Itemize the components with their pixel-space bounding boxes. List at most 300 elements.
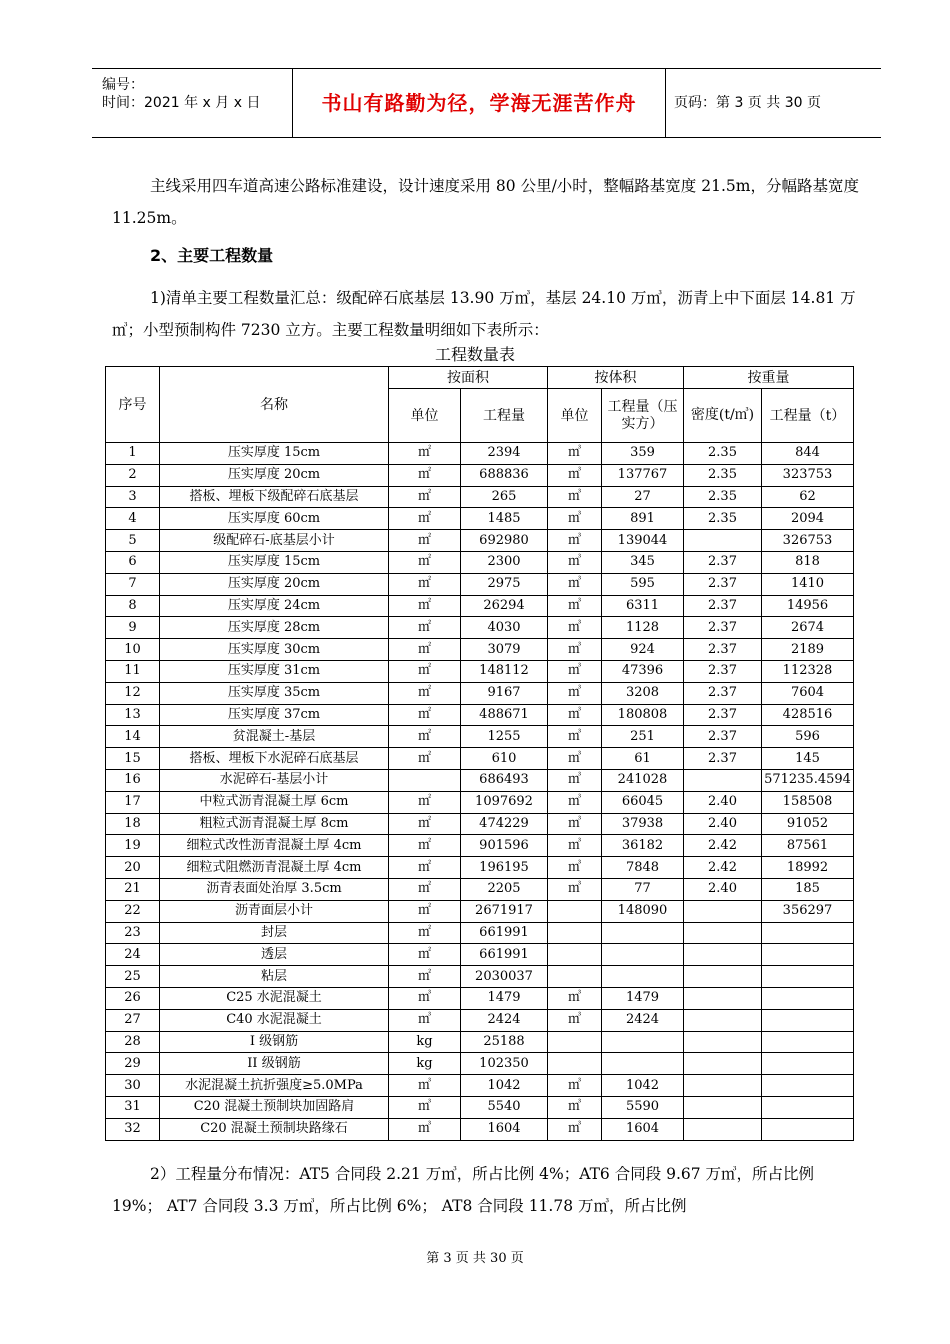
cell-name: 贫混凝土-基层: [160, 726, 389, 748]
cell-area-quantity: 901596: [461, 835, 548, 857]
table-row: [106, 922, 854, 944]
table-row: [106, 769, 854, 791]
cell-seq: 5: [106, 530, 160, 552]
cell-weight-quantity: 571235.4594: [762, 769, 854, 791]
cell-area-quantity: 2394: [461, 443, 548, 465]
cell-weight-quantity: [762, 1031, 854, 1053]
cell-seq: 19: [106, 835, 160, 857]
cell-seq: 6: [106, 551, 160, 573]
cell-seq: 10: [106, 639, 160, 661]
cell-volume-quantity: 6311: [602, 595, 684, 617]
cell-volume-unit: [548, 944, 602, 966]
table-row: [106, 1031, 854, 1053]
cell-seq: 20: [106, 857, 160, 879]
cell-seq: 14: [106, 726, 160, 748]
cell-seq: 12: [106, 682, 160, 704]
cell-volume-unit: ㎥: [548, 726, 602, 748]
table-row: [106, 639, 854, 661]
table-row: [106, 464, 854, 486]
cell-volume-quantity: [602, 1031, 684, 1053]
quantity-table: [105, 366, 854, 1141]
table-row: [106, 573, 854, 595]
cell-area-quantity: 2300: [461, 551, 548, 573]
cell-area-quantity: 1042: [461, 1075, 548, 1097]
cell-area-unit: ㎡: [389, 704, 461, 726]
cell-density: 2.35: [684, 443, 762, 465]
cell-density: [684, 1075, 762, 1097]
cell-weight-quantity: 185: [762, 878, 854, 900]
cell-volume-quantity: 139044: [602, 530, 684, 552]
cell-density: 2.40: [684, 878, 762, 900]
header-page-number: 页码：第 3 页 共 30 页: [674, 95, 821, 111]
cell-seq: 7: [106, 573, 160, 595]
table-row: [106, 1009, 854, 1031]
cell-area-unit: ㎡: [389, 922, 461, 944]
table-row: [106, 1096, 854, 1118]
cell-weight-quantity: [762, 1053, 854, 1075]
section-heading: 2、主要工程数量: [150, 246, 274, 265]
cell-density: [684, 1053, 762, 1075]
cell-name: 水泥碎石-基层小计: [160, 769, 389, 791]
cell-volume-unit: ㎥: [548, 486, 602, 508]
cell-name: 细粒式阻燃沥青混凝土厚 4cm: [160, 857, 389, 879]
cell-area-unit: ㎥: [389, 1009, 461, 1031]
cell-density: 2.37: [684, 639, 762, 661]
cell-weight-quantity: 2189: [762, 639, 854, 661]
cell-seq: 28: [106, 1031, 160, 1053]
cell-area-quantity: 2975: [461, 573, 548, 595]
cell-weight-quantity: [762, 966, 854, 988]
cell-weight-quantity: 844: [762, 443, 854, 465]
cell-density: 2.37: [684, 748, 762, 770]
cell-density: 2.37: [684, 704, 762, 726]
cell-name: 粘层: [160, 966, 389, 988]
cell-area-unit: ㎡: [389, 595, 461, 617]
table-row: [106, 486, 854, 508]
table-row: [106, 944, 854, 966]
table-row: [106, 682, 854, 704]
cell-name: 中粒式沥青混凝土厚 6cm: [160, 791, 389, 813]
cell-volume-unit: ㎥: [548, 508, 602, 530]
cell-area-quantity: 5540: [461, 1096, 548, 1118]
cell-area-unit: ㎡: [389, 617, 461, 639]
cell-density: 2.42: [684, 835, 762, 857]
cell-name: 封层: [160, 922, 389, 944]
table-caption: 工程数量表: [434, 345, 515, 364]
cell-weight-quantity: 145: [762, 748, 854, 770]
cell-name: 压实厚度 30cm: [160, 639, 389, 661]
cell-weight-quantity: 818: [762, 551, 854, 573]
cell-area-unit: ㎡: [389, 530, 461, 552]
cell-name: 沥青表面处治厚 3.5cm: [160, 878, 389, 900]
cell-weight-quantity: 87561: [762, 835, 854, 857]
cell-density: 2.35: [684, 486, 762, 508]
cell-area-unit: ㎡: [389, 573, 461, 595]
cell-weight-quantity: 326753: [762, 530, 854, 552]
header-volume-quantity: 工程量（压实方）: [602, 389, 684, 443]
cell-volume-quantity: 66045: [602, 791, 684, 813]
cell-weight-quantity: 2094: [762, 508, 854, 530]
cell-density: 2.37: [684, 660, 762, 682]
cell-volume-unit: ㎥: [548, 617, 602, 639]
cell-density: [684, 1031, 762, 1053]
table-row: [106, 1118, 854, 1140]
cell-weight-quantity: 62: [762, 486, 854, 508]
cell-area-unit: ㎡: [389, 748, 461, 770]
cell-seq: 24: [106, 944, 160, 966]
cell-seq: 25: [106, 966, 160, 988]
cell-name: C20 混凝土预制块路缘石: [160, 1118, 389, 1140]
cell-density: [684, 769, 762, 791]
cell-volume-unit: ㎥: [548, 1118, 602, 1140]
cell-weight-quantity: [762, 987, 854, 1009]
cell-volume-quantity: 148090: [602, 900, 684, 922]
table-header: [106, 367, 854, 443]
cell-area-quantity: 2205: [461, 878, 548, 900]
cell-weight-quantity: 112328: [762, 660, 854, 682]
cell-name: II 级钢筋: [160, 1053, 389, 1075]
cell-area-unit: ㎡: [389, 878, 461, 900]
cell-weight-quantity: 14956: [762, 595, 854, 617]
cell-name: 水泥混凝土抗折强度≥5.0MPa: [160, 1075, 389, 1097]
cell-area-unit: ㎡: [389, 551, 461, 573]
cell-name: 搭板、埋板下级配碎石底基层: [160, 486, 389, 508]
cell-volume-quantity: 1128: [602, 617, 684, 639]
cell-seq: 11: [106, 660, 160, 682]
cell-volume-quantity: 180808: [602, 704, 684, 726]
cell-weight-quantity: 2674: [762, 617, 854, 639]
cell-area-quantity: 2424: [461, 1009, 548, 1031]
cell-density: 2.37: [684, 617, 762, 639]
cell-density: [684, 1009, 762, 1031]
paragraph-distribution: 2）工程量分布情况：AT5 合同段 2.21 万㎥，所占比例 4%；AT6 合同段 9.67 万㎥，所占比例 19%； AT7 合同段 3.3 万㎥，所占比例 6%； AT8 合同段 11.78 万㎥，所占比例: [112, 1165, 815, 1215]
cell-seq: 4: [106, 508, 160, 530]
cell-density: [684, 1118, 762, 1140]
cell-volume-quantity: 359: [602, 443, 684, 465]
cell-volume-unit: ㎥: [548, 769, 602, 791]
cell-area-unit: ㎡: [389, 944, 461, 966]
cell-volume-unit: ㎥: [548, 595, 602, 617]
header-density: 密度(t/㎥): [684, 389, 762, 443]
cell-name: 压实厚度 31cm: [160, 660, 389, 682]
header-by-weight: 按重量: [684, 367, 854, 389]
cell-volume-quantity: 595: [602, 573, 684, 595]
cell-name: I 级钢筋: [160, 1031, 389, 1053]
cell-volume-quantity: 137767: [602, 464, 684, 486]
cell-area-unit: ㎡: [389, 486, 461, 508]
header-seq: 序号: [106, 367, 160, 443]
cell-area-unit: ㎥: [389, 987, 461, 1009]
cell-area-quantity: 1097692: [461, 791, 548, 813]
cell-weight-quantity: 323753: [762, 464, 854, 486]
cell-volume-unit: ㎥: [548, 660, 602, 682]
cell-area-unit: ㎡: [389, 900, 461, 922]
cell-weight-quantity: [762, 1096, 854, 1118]
document-date-label: 时间：2021 年 x 月 x 日: [102, 95, 261, 111]
cell-volume-unit: ㎥: [548, 987, 602, 1009]
cell-density: 2.37: [684, 551, 762, 573]
cell-area-unit: ㎥: [389, 1096, 461, 1118]
cell-name: C25 水泥混凝土: [160, 987, 389, 1009]
table-row: [106, 813, 854, 835]
cell-area-unit: ㎡: [389, 639, 461, 661]
cell-density: [684, 966, 762, 988]
cell-volume-unit: ㎥: [548, 878, 602, 900]
cell-seq: 17: [106, 791, 160, 813]
cell-volume-unit: ㎥: [548, 530, 602, 552]
cell-volume-unit: ㎥: [548, 704, 602, 726]
cell-seq: 9: [106, 617, 160, 639]
cell-name: 压实厚度 60cm: [160, 508, 389, 530]
cell-area-unit: ㎡: [389, 966, 461, 988]
cell-name: 沥青面层小计: [160, 900, 389, 922]
header-area-unit: 单位: [389, 389, 461, 443]
table-row: [106, 1075, 854, 1097]
header-by-area: 按面积: [389, 367, 548, 389]
cell-volume-quantity: 36182: [602, 835, 684, 857]
cell-volume-unit: [548, 1031, 602, 1053]
cell-volume-unit: [548, 900, 602, 922]
cell-area-quantity: 265: [461, 486, 548, 508]
document-number-label: 编号：: [102, 77, 144, 93]
cell-volume-unit: ㎥: [548, 835, 602, 857]
cell-seq: 27: [106, 1009, 160, 1031]
table-row: [106, 508, 854, 530]
header-volume-unit: 单位: [548, 389, 602, 443]
cell-density: 2.40: [684, 813, 762, 835]
cell-area-quantity: 196195: [461, 857, 548, 879]
header-motto: 书山有路勤为径，学海无涯苦作舟: [321, 91, 637, 115]
cell-area-quantity: 488671: [461, 704, 548, 726]
cell-area-quantity: 102350: [461, 1053, 548, 1075]
cell-name: 压实厚度 28cm: [160, 617, 389, 639]
table-row: [106, 791, 854, 813]
cell-seq: 32: [106, 1118, 160, 1140]
cell-volume-unit: ㎥: [548, 857, 602, 879]
cell-volume-quantity: 251: [602, 726, 684, 748]
cell-weight-quantity: 356297: [762, 900, 854, 922]
cell-density: [684, 944, 762, 966]
cell-seq: 29: [106, 1053, 160, 1075]
cell-volume-quantity: 241028: [602, 769, 684, 791]
cell-volume-quantity: 891: [602, 508, 684, 530]
cell-name: 压实厚度 20cm: [160, 464, 389, 486]
cell-name: C20 混凝土预制块加固路肩: [160, 1096, 389, 1118]
cell-volume-quantity: 37938: [602, 813, 684, 835]
cell-name: 压实厚度 24cm: [160, 595, 389, 617]
table-row: [106, 1053, 854, 1075]
cell-area-quantity: 3079: [461, 639, 548, 661]
cell-name: 压实厚度 15cm: [160, 443, 389, 465]
cell-area-quantity: 25188: [461, 1031, 548, 1053]
cell-weight-quantity: 7604: [762, 682, 854, 704]
cell-area-quantity: 474229: [461, 813, 548, 835]
header-area-quantity: 工程量: [461, 389, 548, 443]
cell-area-quantity: 4030: [461, 617, 548, 639]
cell-name: 压实厚度 15cm: [160, 551, 389, 573]
cell-density: 2.37: [684, 726, 762, 748]
cell-area-unit: ㎡: [389, 857, 461, 879]
cell-weight-quantity: [762, 1075, 854, 1097]
table-row: [106, 987, 854, 1009]
cell-volume-unit: ㎥: [548, 639, 602, 661]
cell-area-unit: ㎡: [389, 682, 461, 704]
cell-density: [684, 1096, 762, 1118]
cell-name: 压实厚度 20cm: [160, 573, 389, 595]
cell-volume-quantity: 61: [602, 748, 684, 770]
table-row: [106, 857, 854, 879]
cell-name: 细粒式改性沥青混凝土厚 4cm: [160, 835, 389, 857]
cell-area-unit: kg: [389, 1031, 461, 1053]
cell-seq: 26: [106, 987, 160, 1009]
cell-volume-unit: ㎥: [548, 791, 602, 813]
cell-volume-unit: ㎥: [548, 464, 602, 486]
cell-seq: 15: [106, 748, 160, 770]
cell-seq: 8: [106, 595, 160, 617]
cell-volume-quantity: 3208: [602, 682, 684, 704]
cell-area-unit: ㎡: [389, 791, 461, 813]
header-meta: [92, 69, 292, 137]
cell-seq: 1: [106, 443, 160, 465]
cell-volume-unit: [548, 1053, 602, 1075]
cell-volume-unit: ㎥: [548, 813, 602, 835]
header-name: 名称: [160, 367, 389, 443]
cell-area-unit: ㎡: [389, 813, 461, 835]
cell-name: 粗粒式沥青混凝土厚 8cm: [160, 813, 389, 835]
cell-density: 2.37: [684, 682, 762, 704]
cell-seq: 2: [106, 464, 160, 486]
cell-area-unit: ㎥: [389, 1075, 461, 1097]
cell-weight-quantity: 91052: [762, 813, 854, 835]
cell-seq: 18: [106, 813, 160, 835]
cell-area-quantity: 1604: [461, 1118, 548, 1140]
cell-area-quantity: 686493: [461, 769, 548, 791]
cell-seq: 30: [106, 1075, 160, 1097]
cell-area-unit: ㎡: [389, 464, 461, 486]
cell-area-unit: ㎥: [389, 1118, 461, 1140]
cell-seq: 31: [106, 1096, 160, 1118]
cell-area-quantity: 661991: [461, 944, 548, 966]
table-row: [106, 660, 854, 682]
cell-weight-quantity: [762, 922, 854, 944]
cell-volume-quantity: 345: [602, 551, 684, 573]
cell-volume-quantity: 1042: [602, 1075, 684, 1097]
cell-volume-quantity: 47396: [602, 660, 684, 682]
table-row: [106, 443, 854, 465]
cell-name: 压实厚度 35cm: [160, 682, 389, 704]
table-row: [106, 726, 854, 748]
cell-area-quantity: 26294: [461, 595, 548, 617]
table-row: [106, 551, 854, 573]
cell-name: 级配碎石-底基层小计: [160, 530, 389, 552]
cell-volume-quantity: 5590: [602, 1096, 684, 1118]
cell-volume-unit: ㎥: [548, 1009, 602, 1031]
page-header: [92, 68, 881, 138]
cell-volume-quantity: [602, 922, 684, 944]
cell-area-quantity: 2671917: [461, 900, 548, 922]
cell-density: [684, 900, 762, 922]
cell-weight-quantity: 1410: [762, 573, 854, 595]
cell-area-quantity: 692980: [461, 530, 548, 552]
table-row: [106, 704, 854, 726]
cell-area-quantity: 148112: [461, 660, 548, 682]
cell-name: 搭板、埋板下水泥碎石底基层: [160, 748, 389, 770]
cell-density: 2.37: [684, 573, 762, 595]
table-row: [106, 595, 854, 617]
cell-area-quantity: 2030037: [461, 966, 548, 988]
cell-seq: 21: [106, 878, 160, 900]
table-row: [106, 530, 854, 552]
cell-volume-quantity: [602, 1053, 684, 1075]
header-by-volume: 按体积: [548, 367, 684, 389]
cell-density: [684, 987, 762, 1009]
cell-volume-unit: ㎥: [548, 573, 602, 595]
cell-volume-quantity: 924: [602, 639, 684, 661]
paragraph-quantity-summary: 1)清单主要工程数量汇总：级配碎石底基层 13.90 万㎥，基层 24.10 万㎥，沥青上中下面层 14.81 万㎥；小型预制构件 7230 立方。主要工程数量明细如下表所示：: [112, 289, 856, 339]
cell-area-quantity: 1479: [461, 987, 548, 1009]
cell-seq: 23: [106, 922, 160, 944]
table-body: [106, 443, 854, 1141]
cell-name: 透层: [160, 944, 389, 966]
cell-volume-quantity: 77: [602, 878, 684, 900]
cell-volume-quantity: [602, 944, 684, 966]
cell-seq: 13: [106, 704, 160, 726]
table-row: [106, 966, 854, 988]
table-row: [106, 617, 854, 639]
cell-name: C40 水泥混凝土: [160, 1009, 389, 1031]
cell-volume-quantity: 7848: [602, 857, 684, 879]
header-weight-quantity: 工程量（t）: [762, 389, 854, 443]
table-row: [106, 878, 854, 900]
cell-volume-unit: ㎥: [548, 551, 602, 573]
cell-volume-quantity: [602, 966, 684, 988]
cell-density: 2.35: [684, 508, 762, 530]
paragraph-design-standard: 主线采用四车道高速公路标准建设，设计速度采用 80 公里/小时，整幅路基宽度 21.5m，分幅路基宽度 11.25m。: [112, 177, 859, 227]
cell-weight-quantity: 158508: [762, 791, 854, 813]
cell-density: 2.40: [684, 791, 762, 813]
table-row: [106, 835, 854, 857]
cell-area-quantity: 661991: [461, 922, 548, 944]
cell-weight-quantity: 596: [762, 726, 854, 748]
cell-density: 2.42: [684, 857, 762, 879]
cell-weight-quantity: [762, 944, 854, 966]
cell-density: [684, 530, 762, 552]
cell-volume-unit: ㎥: [548, 748, 602, 770]
cell-seq: 16: [106, 769, 160, 791]
cell-area-unit: ㎡: [389, 726, 461, 748]
cell-area-quantity: 1255: [461, 726, 548, 748]
cell-volume-quantity: 1604: [602, 1118, 684, 1140]
cell-volume-quantity: 2424: [602, 1009, 684, 1031]
cell-seq: 3: [106, 486, 160, 508]
table-row: [106, 748, 854, 770]
cell-area-quantity: 610: [461, 748, 548, 770]
cell-volume-quantity: 1479: [602, 987, 684, 1009]
cell-area-quantity: 1485: [461, 508, 548, 530]
table-row: [106, 900, 854, 922]
cell-name: 压实厚度 37cm: [160, 704, 389, 726]
cell-volume-unit: ㎥: [548, 682, 602, 704]
cell-area-unit: kg: [389, 1053, 461, 1075]
cell-density: 2.35: [684, 464, 762, 486]
header-divider: [665, 69, 666, 137]
cell-area-quantity: 9167: [461, 682, 548, 704]
cell-seq: 22: [106, 900, 160, 922]
cell-volume-unit: ㎥: [548, 1075, 602, 1097]
page-footer: 第 3 页 共 30 页: [426, 1251, 524, 1266]
cell-area-unit: ㎡: [389, 443, 461, 465]
cell-area-unit: ㎡: [389, 508, 461, 530]
